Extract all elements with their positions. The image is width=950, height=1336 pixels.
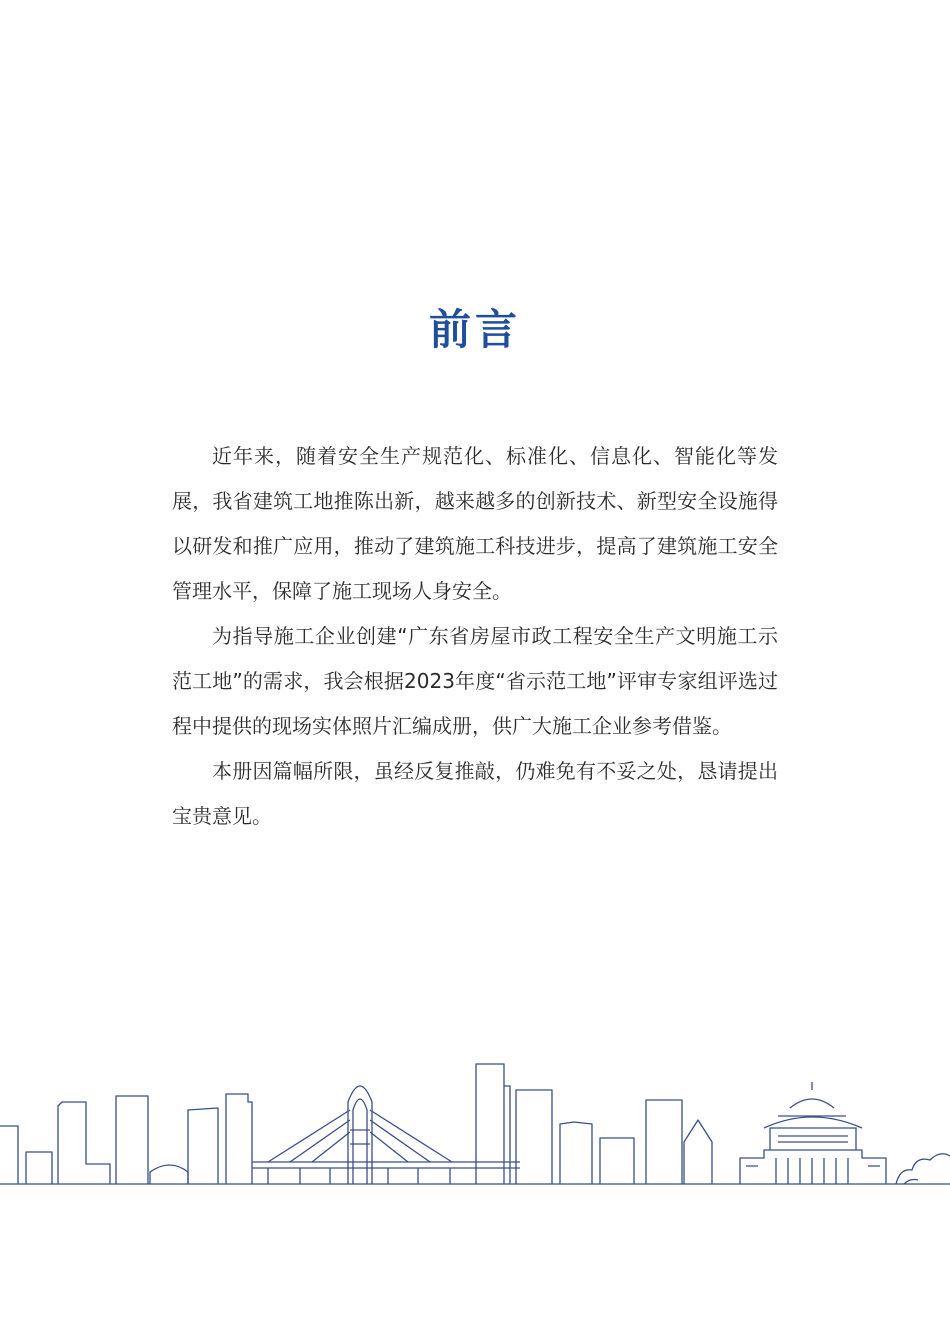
paragraph-2: 为指导施工企业创建“广东省房屋市政工程安全生产文明施工示范工地”的需求，我会根据2023年度“省示范工地”评审专家组评选过程中提供的现场实体照片汇编成册，供广大施工企业参考借鉴。 bbox=[172, 624, 778, 738]
preface-body bbox=[172, 434, 778, 839]
page-title: 前言 bbox=[428, 305, 521, 354]
paragraph-3: 本册因篇幅所限，虽经反复推敲，仍难免有不妥之处，恳请提出宝贵意见。 bbox=[172, 759, 778, 828]
paragraph-1: 近年来，随着安全生产规范化、标准化、信息化、智能化等发展，我省建筑工地推陈出新，越来越多的创新技术、新型安全设施得以研发和推广应用，推动了建筑施工科技进步，提高了建筑施工安全管理水平，保障了施工现场人身安全。 bbox=[172, 444, 778, 603]
city-skyline-illustration bbox=[0, 1040, 950, 1200]
